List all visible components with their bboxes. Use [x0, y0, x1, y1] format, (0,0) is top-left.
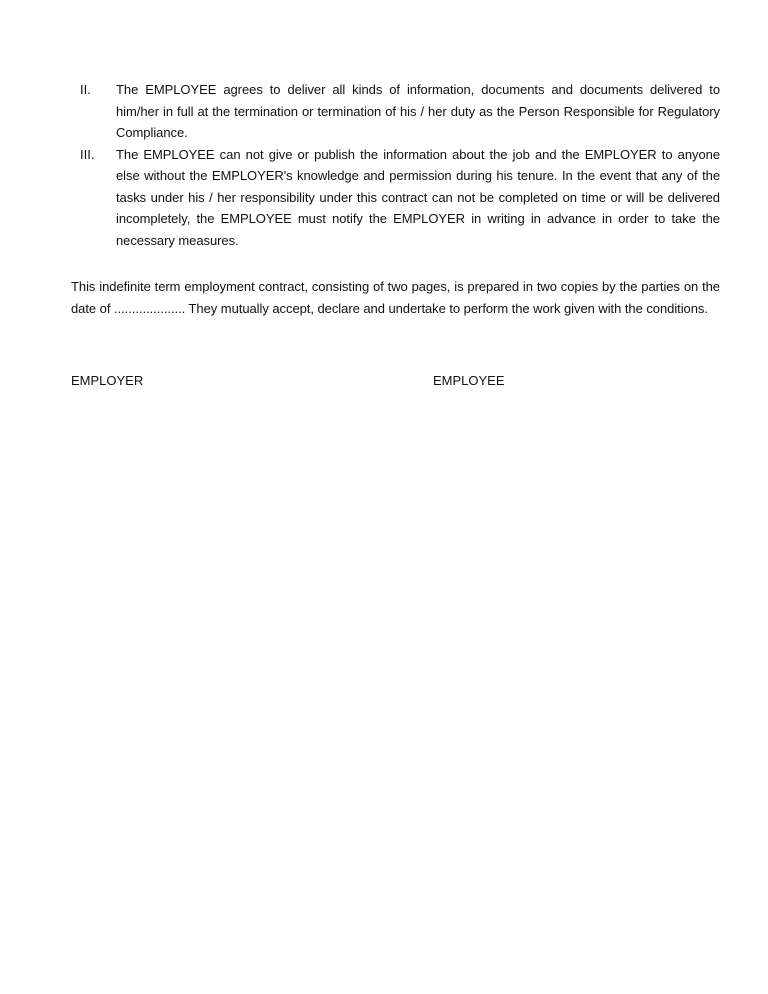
employer-signature-label: EMPLOYER — [71, 373, 144, 388]
employee-signature-label: EMPLOYEE — [433, 373, 505, 388]
clause-list — [71, 79, 720, 251]
clause-number: III. — [80, 146, 95, 162]
closing-paragraph: This indefinite term employment contract, consisting of two pages, is prepared in two copies by the parties on the date of .................... They mutually accept, declare and undertake to perform the work given with the conditions. — [71, 279, 720, 316]
clause-item — [71, 144, 720, 252]
clause-text: The EMPLOYEE can not give or publish the information about the job and the EMPLOYER to anyone else without the EMPLOYER's knowledge and permission during his tenure. In the event that any of the tasks under his / her responsibility under this contract can not be completed on time or will be delivered incompletely, the EMPLOYEE must notify the EMPLOYER in writing in advance in order to take the necessary measures. — [116, 146, 720, 248]
clause-number: II. — [80, 82, 91, 97]
clause-item — [71, 79, 720, 144]
clause-text: The EMPLOYEE agrees to deliver all kinds of information, documents and documents delivered to him/her in full at the termination or termination of his / her duty as the Person Responsible for Regulatory Compliance. — [116, 82, 720, 140]
